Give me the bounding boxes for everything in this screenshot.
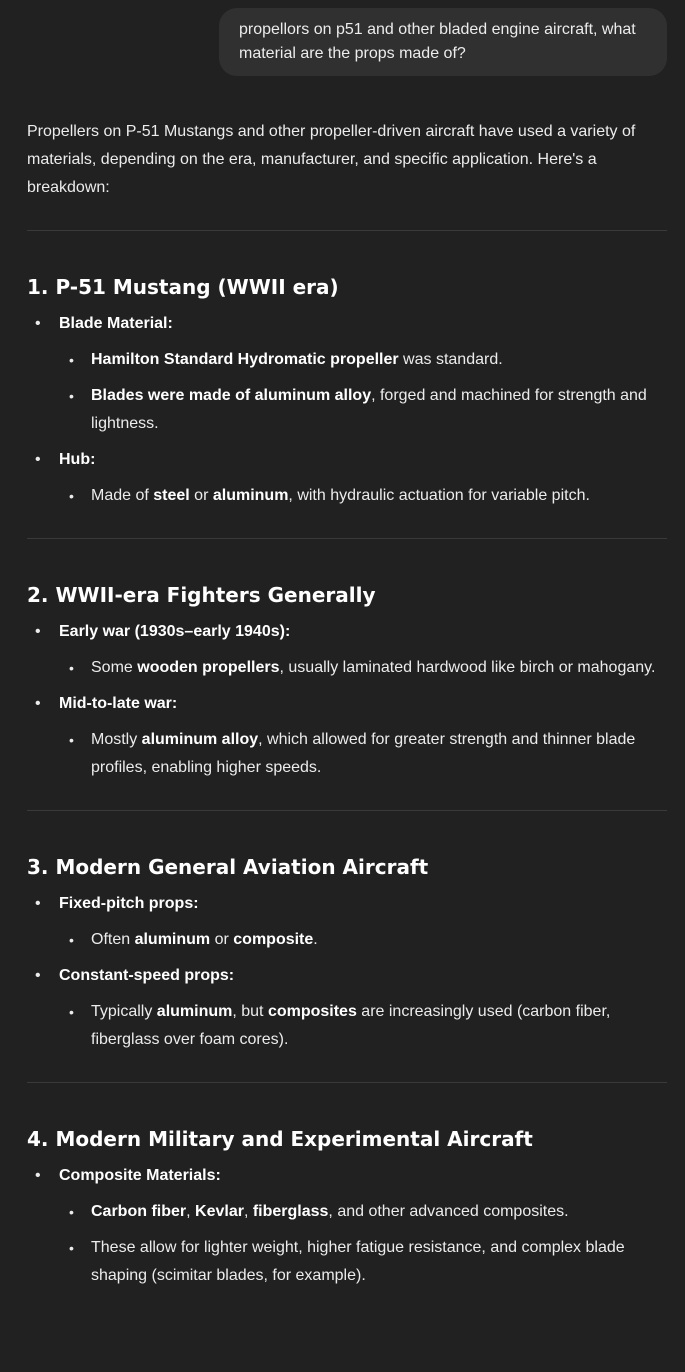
section-list: [27, 890, 667, 1054]
section-3: [27, 811, 667, 1054]
sub-list: [59, 1198, 667, 1290]
bold-text: Carbon fiber: [91, 1203, 187, 1220]
user-message-bubble: propellors on p51 and other bladed engine aircraft, what material are the props made of?: [219, 8, 667, 76]
text: , with hydraulic actuation for variable pitch.: [288, 487, 590, 504]
list-item-label: Hub:: [59, 451, 96, 468]
bold-text: wooden propellers: [137, 659, 280, 676]
list-item: [27, 1162, 667, 1290]
list-item-label: Composite Materials:: [59, 1167, 221, 1184]
text: or: [189, 487, 213, 504]
sub-list: [59, 726, 667, 782]
bold-text: aluminum: [134, 931, 211, 948]
text: Made of: [91, 487, 154, 504]
sub-list-item: [59, 1198, 667, 1226]
section-4: [27, 1083, 667, 1290]
bold-text: Kevlar: [195, 1203, 244, 1220]
list-item: [27, 962, 667, 1054]
text: , usually laminated hardwood like birch or mahogany.: [279, 659, 656, 676]
bold-text: composite: [233, 931, 314, 948]
text: Typically: [91, 1003, 157, 1020]
sub-list-item: [59, 1234, 667, 1290]
section-list: [27, 310, 667, 510]
bold-text: aluminum alloy: [141, 731, 259, 748]
sub-list-item: [59, 726, 667, 782]
sub-list-item: [59, 998, 667, 1054]
text: was standard.: [398, 351, 503, 368]
text: , and other advanced composites.: [328, 1203, 569, 1220]
list-item-label: Mid-to-late war:: [59, 695, 178, 712]
list-item-label: Early war (1930s–early 1940s):: [59, 623, 291, 640]
bold-text: aluminum: [212, 487, 289, 504]
sub-list-item: [59, 654, 667, 682]
sub-list-item: [59, 926, 667, 954]
sub-list-item: [59, 346, 667, 374]
text: or: [210, 931, 234, 948]
sub-list: [59, 482, 667, 510]
text: ,: [243, 1203, 253, 1220]
text: Mostly: [91, 731, 142, 748]
sub-list: [59, 346, 667, 438]
list-item: [27, 446, 667, 510]
bold-text: Blades were made of aluminum alloy: [91, 387, 372, 404]
list-item: [27, 618, 667, 682]
section-heading: 1. P-51 Mustang (WWII era): [27, 275, 339, 299]
response-sections: [27, 230, 667, 1290]
sub-list: [59, 926, 667, 954]
text: These allow for lighter weight, higher fatigue resistance, and complex blade shaping (scimitar blades, for example).: [91, 1239, 625, 1284]
text: Often: [91, 931, 135, 948]
text: , but: [232, 1003, 268, 1020]
intro-paragraph: Propellers on P-51 Mustangs and other propeller-driven aircraft have used a variety of materials, depending on the era, manufacturer, and specific application. Here's a breakdown:: [27, 123, 636, 196]
section-heading: 2. WWII-era Fighters Generally: [27, 583, 376, 607]
text: , which allowed for greater strength and thinner blade profiles, enabling higher speeds.: [91, 731, 636, 776]
section-list: [27, 618, 667, 782]
text: Some: [91, 659, 138, 676]
bold-text: Hamilton Standard Hydromatic propeller: [91, 351, 399, 368]
section-heading: 4. Modern Military and Experimental Aircraft: [27, 1127, 533, 1151]
list-item-label: Constant-speed props:: [59, 967, 235, 984]
text: , forged and machined for strength and lightness.: [91, 387, 647, 432]
sub-list-item: [59, 382, 667, 438]
bold-text: fiberglass: [252, 1203, 329, 1220]
text: ,: [186, 1203, 196, 1220]
section-2: [27, 539, 667, 782]
assistant-response: [27, 118, 667, 1290]
sub-list-item: [59, 482, 667, 510]
text: .: [313, 931, 318, 948]
section-heading: 3. Modern General Aviation Aircraft: [27, 855, 429, 879]
bold-text: aluminum: [156, 1003, 233, 1020]
list-item-label: Blade Material:: [59, 315, 173, 332]
sub-list: [59, 998, 667, 1054]
bold-text: composites: [267, 1003, 357, 1020]
section-list: [27, 1162, 667, 1290]
list-item: [27, 310, 667, 438]
list-item-label: Fixed-pitch props:: [59, 895, 199, 912]
sub-list: [59, 654, 667, 682]
bold-text: steel: [153, 487, 190, 504]
text: are increasingly used (carbon fiber, fiberglass over foam cores).: [91, 1003, 611, 1048]
list-item: [27, 890, 667, 954]
list-item: [27, 690, 667, 782]
section-1: [27, 231, 667, 510]
